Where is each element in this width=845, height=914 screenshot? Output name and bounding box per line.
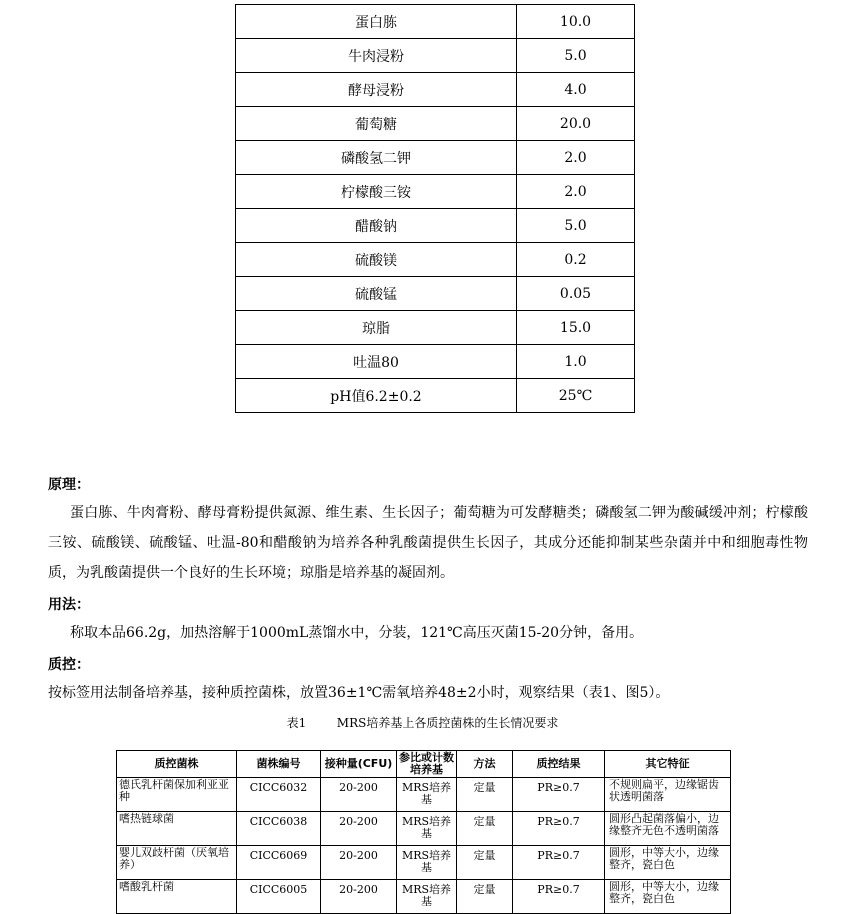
formula-amount-cell: 0.2: [517, 243, 635, 277]
formula-ingredient-cell: 硫酸镁: [236, 243, 517, 277]
qc-header-cell: 其它特征: [605, 751, 731, 778]
qc-table-row: [117, 880, 731, 914]
qc-cell: CICC6038: [237, 812, 321, 846]
qc-heading: 质控：: [48, 657, 90, 673]
qc-cell: 定量: [457, 778, 513, 812]
table1-caption: [0, 714, 845, 731]
formula-amount-cell: 20.0: [517, 107, 635, 141]
qc-cell: 圆形凸起菌落偏小，边缘整齐无色不透明菌落: [605, 812, 731, 846]
formula-ingredient-cell: 醋酸钠: [236, 209, 517, 243]
qc-cell: PR≥0.7: [513, 846, 605, 880]
table1-caption-title: MRS培养基上各质控菌株的生长情况要求: [336, 716, 559, 730]
qc-cell: 20-200: [321, 846, 397, 880]
qc-cell: PR≥0.7: [513, 812, 605, 846]
qc-cell: 定量: [457, 846, 513, 880]
qc-cell: 20-200: [321, 880, 397, 914]
formula-ingredient-cell: pH值6.2±0.2: [236, 379, 517, 413]
formula-ingredient-cell: 磷酸氢二钾: [236, 141, 517, 175]
qc-header-cell: 质控结果: [513, 751, 605, 778]
formula-amount-cell: 2.0: [517, 175, 635, 209]
formula-ingredient-cell: 葡萄糖: [236, 107, 517, 141]
formula-amount-cell: 5.0: [517, 209, 635, 243]
formula-table: [235, 4, 635, 413]
formula-amount-cell: 0.05: [517, 277, 635, 311]
formula-amount-cell: 5.0: [517, 39, 635, 73]
qc-cell: 不规则扁平，边缘锯齿状透明菌落: [605, 778, 731, 812]
qc-table-row: [117, 778, 731, 812]
formula-row: [236, 141, 635, 175]
qc-cell: 德氏乳杆菌保加利亚亚种: [117, 778, 237, 812]
formula-ingredient-cell: 琼脂: [236, 311, 517, 345]
qc-cell: MRS培养基: [397, 812, 457, 846]
formula-row: [236, 379, 635, 413]
formula-ingredient-cell: 硫酸锰: [236, 277, 517, 311]
formula-row: [236, 345, 635, 379]
qc-header-cell: 菌株编号: [237, 751, 321, 778]
formula-ingredient-cell: 柠檬酸三铵: [236, 175, 517, 209]
formula-ingredient-cell: 酵母浸粉: [236, 73, 517, 107]
qc-table-row: [117, 812, 731, 846]
qc-cell: PR≥0.7: [513, 778, 605, 812]
formula-amount-cell: 25℃: [517, 379, 635, 413]
qc-cell: 嗜酸乳杆菌: [117, 880, 237, 914]
qc-cell: MRS培养基: [397, 846, 457, 880]
qc-cell: MRS培养基: [397, 778, 457, 812]
qc-header-cell: 接种量(CFU): [321, 751, 397, 778]
qc-header-cell: 方法: [457, 751, 513, 778]
qc-cell: CICC6069: [237, 846, 321, 880]
qc-table-row: [117, 846, 731, 880]
qc-cell: PR≥0.7: [513, 880, 605, 914]
formula-ingredient-cell: 蛋白胨: [236, 5, 517, 39]
qc-cell: 定量: [457, 812, 513, 846]
qc-header-cell: 质控菌株: [117, 751, 237, 778]
qc-cell: CICC6032: [237, 778, 321, 812]
qc-cell: 20-200: [321, 778, 397, 812]
formula-amount-cell: 2.0: [517, 141, 635, 175]
qc-cell: 圆形，中等大小，边缘整齐，瓷白色: [605, 880, 731, 914]
formula-row: [236, 311, 635, 345]
formula-row: [236, 5, 635, 39]
principle-heading: 原理：: [48, 477, 90, 493]
formula-row: [236, 73, 635, 107]
usage-heading: 用法：: [48, 597, 90, 613]
formula-row: [236, 39, 635, 73]
usage-text: 称取本品66.2g，加热溶解于1000mL蒸馏水中，分装，121℃高压灭菌15-20分钟，备用。: [70, 625, 644, 641]
principle-text: 蛋白胨、牛肉膏粉、酵母膏粉提供氮源、维生素、生长因子；葡萄糖为可发酵糖类；磷酸氢二钾为酸碱缓冲剂；柠檬酸三铵、硫酸镁、硫酸锰、吐温-80和醋酸钠为培养各种乳酸菌提供生长因子，其成分还能抑制某些杂菌并中和细胞毒性物质，为乳酸菌提供一个良好的生长环境；琼脂是培养基的凝固剂。: [48, 505, 808, 581]
formula-row: [236, 243, 635, 277]
qc-cell: MRS培养基: [397, 880, 457, 914]
formula-amount-cell: 15.0: [517, 311, 635, 345]
qc-cell: 20-200: [321, 812, 397, 846]
qc-table: [116, 750, 731, 914]
formula-amount-cell: 4.0: [517, 73, 635, 107]
qc-header-cell: 参比或计数培养基: [397, 751, 457, 778]
qc-cell: 圆形，中等大小，边缘整齐，瓷白色: [605, 846, 731, 880]
table1-caption-label: 表1: [286, 716, 307, 730]
qc-cell: CICC6005: [237, 880, 321, 914]
formula-row: [236, 175, 635, 209]
qc-cell: 定量: [457, 880, 513, 914]
qc-table-header-row: [117, 751, 731, 778]
formula-row: [236, 277, 635, 311]
formula-row: [236, 209, 635, 243]
qc-cell: 婴儿双歧杆菌（厌氧培养）: [117, 846, 237, 880]
formula-amount-cell: 1.0: [517, 345, 635, 379]
qc-text: 按标签用法制备培养基，接种质控菌株，放置36±1℃需氧培养48±2小时，观察结果（表1、图5）。: [48, 685, 670, 701]
formula-ingredient-cell: 牛肉浸粉: [236, 39, 517, 73]
formula-ingredient-cell: 吐温80: [236, 345, 517, 379]
formula-row: [236, 107, 635, 141]
qc-cell: 嗜热链球菌: [117, 812, 237, 846]
formula-amount-cell: 10.0: [517, 5, 635, 39]
